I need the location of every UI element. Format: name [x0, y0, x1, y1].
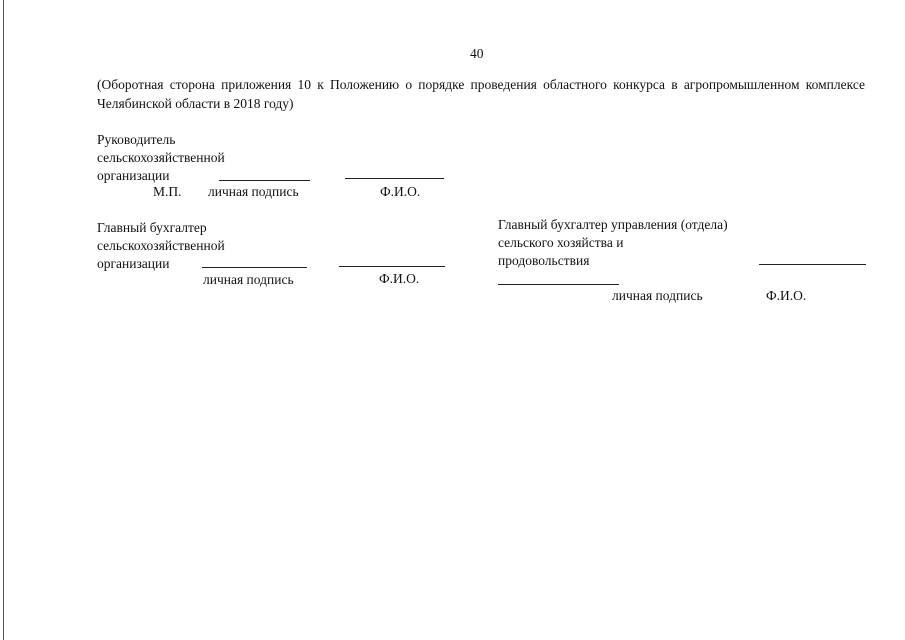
dept-accountant-title-line1: Главный бухгалтер управления (отдела) [498, 217, 728, 232]
accountant-title-line2: сельскохозяйственной [97, 238, 225, 253]
accountant-name-label: Ф.И.О. [379, 271, 420, 286]
page-number: 40 [470, 46, 484, 61]
accountant-signature-label: личная подпись [203, 272, 294, 287]
document-heading: (Оборотная сторона приложения 10 к Положению о порядке проведения областного конкурса в агропромышленном комплексе Челябинской области в 2018 году) [97, 77, 865, 111]
head-title-line2: сельскохозяйственной [97, 150, 225, 165]
dept-accountant-name-label: Ф.И.О. [766, 288, 807, 303]
head-name-line [345, 178, 444, 179]
stamp-label: М.П. [153, 184, 182, 199]
accountant-signature-line [202, 267, 307, 268]
dept-accountant-title-line2: сельского хозяйства и [498, 235, 624, 250]
head-signature-label: личная подпись [208, 184, 299, 199]
page-left-edge [3, 0, 4, 640]
dept-accountant-name-line [759, 264, 866, 265]
head-name-label: Ф.И.О. [380, 184, 421, 199]
accountant-title-line1: Главный бухгалтер [97, 220, 207, 235]
dept-accountant-signature-line [498, 284, 619, 285]
head-signature-line [219, 180, 310, 181]
head-title-line3: организации [97, 168, 170, 183]
accountant-title-line3: организации [97, 256, 170, 271]
head-title-line1: Руководитель [97, 132, 176, 147]
dept-accountant-signature-label: личная подпись [612, 288, 703, 303]
accountant-name-line [339, 266, 445, 267]
dept-accountant-title-line3: продовольствия [498, 253, 590, 268]
